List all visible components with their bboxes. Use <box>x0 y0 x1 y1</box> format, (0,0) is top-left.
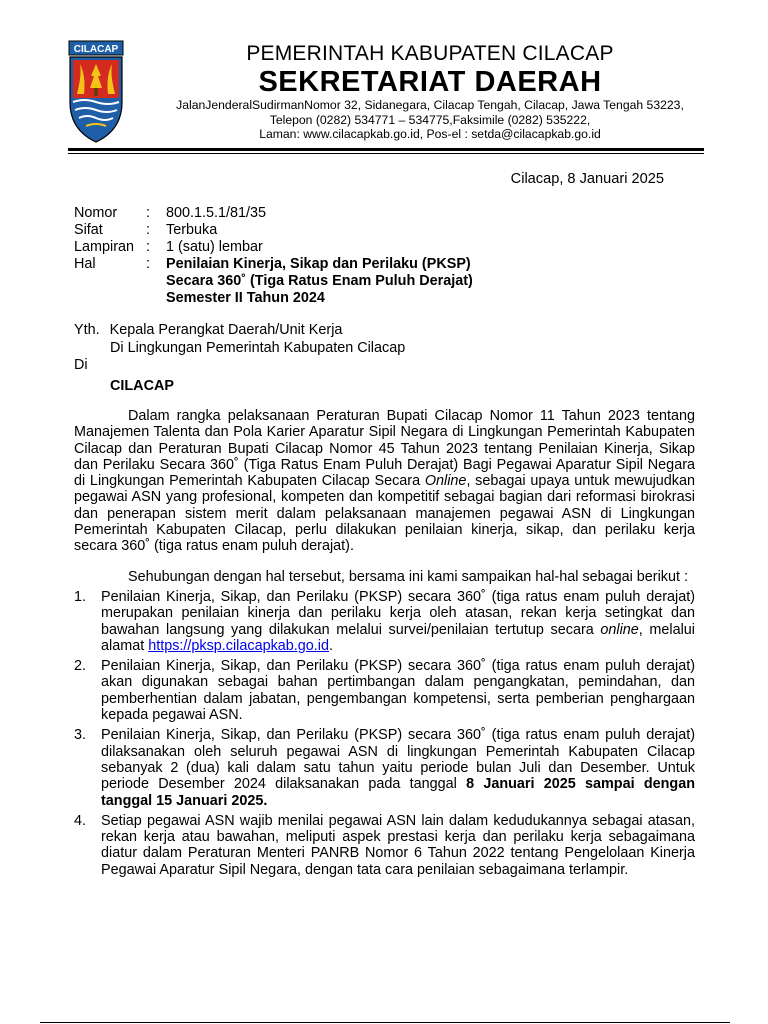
letterhead-rule-thick <box>68 148 704 151</box>
meta-lampiran-value: 1 (satu) lembar <box>166 239 263 255</box>
emblem-label: CILACAP <box>73 44 119 55</box>
meta-sifat-label: Sifat <box>74 222 103 238</box>
meta-colon: : <box>146 239 150 255</box>
list-item <box>74 727 695 808</box>
list-item <box>74 589 695 654</box>
meta-hal-value <box>166 256 646 307</box>
addressee-title: Kepala Perangkat Daerah/Unit Kerja <box>109 322 343 338</box>
letterhead-rule-thin <box>68 153 704 154</box>
meta-hal-line: Semester II Tahun 2024 <box>166 290 325 306</box>
online-emphasis: Online <box>424 473 467 490</box>
addressee-line <box>74 322 405 340</box>
list-item <box>74 658 695 723</box>
paragraph-points-intro: Sehubungan dengan hal tersebut, bersama ini kami sampaikan hal-hal sebagai berikut : <box>128 568 688 585</box>
meta-hal-label: Hal <box>74 256 96 272</box>
meta-nomor <box>74 205 646 222</box>
office-web: Laman: www.cilacapkab.go.id, Pos-el : setda@cilacapkab.go.id <box>259 127 601 141</box>
office-phone: Telepon (0282) 534771 – 534775,Faksimile (0282) 535222, <box>269 112 591 127</box>
paragraph-intro <box>74 408 695 555</box>
addressee-yth: Yth. <box>74 322 100 338</box>
meta-colon: : <box>146 256 150 272</box>
meta-nomor-value: 800.1.5.1/81/35 <box>166 205 267 221</box>
letter-body <box>74 408 695 882</box>
letter-date: Cilacap, 8 Januari 2025 <box>510 171 664 187</box>
list-item-text: Penilaian Kinerja, Sikap, dan Perilaku (PKSP) secara 360˚ (tiga ratus enam puluh derajat) dilaksanakan oleh seluruh pegawai ASN di lingkungan Pemerintah Kabupaten Cilacap sebanyak 2 (dua) kali dalam satu tahun yaitu periode bulan Juli dan Desember. Untuk periode Desember 2024 dilaksanakan pada tanggal <box>101 727 695 793</box>
meta-lampiran-label: Lampiran <box>74 239 134 255</box>
list-item-text: Penilaian Kinerja, Sikap, dan Perilaku (PKSP) secara 360˚ (tiga ratus enam puluh derajat) merupakan penilaian kinerja dan perilaku kerja oleh atasan, rekan kerja setingkat dan bawahan langsung yang dilakukan melalui survei/penilaian tertutup secara <box>101 588 695 638</box>
letterhead <box>150 42 710 142</box>
meta-nomor-label: Nomor <box>74 205 118 221</box>
page-bottom-rule <box>40 1022 730 1023</box>
letter-meta <box>74 205 646 307</box>
meta-colon: : <box>146 205 150 221</box>
paragraph-text: Dalam rangka pelaksanaan Peraturan Bupati Cilacap Nomor 11 Tahun 2023 tentang Manajemen Talenta dan Pola Karier Aparatur Sipil Negara di Lingkungan Pemerintah Kabupaten Cilacap dan Peraturan Bupati Cilacap Nomor 45 Tahun 2023 tentang Penilaian Kinerja, Sikap dan Perilaku Secara 360˚ (Tiga Ratus Enam Puluh Derajat) Bagi Pegawai Aparatur Sipil Negara di Lingkungan Pemerintah Kabupaten Cilacap Secara <box>74 408 695 490</box>
list-item-text: Setiap pegawai ASN wajib menilai pegawai ASN lain dalam kedudukannya sebagai atasan, rekan kerja atau bawahan, meliputi aspek prestasi kerja dan perilaku kerja sebagaimana diatur dalam Peraturan Menteri PANRB Nomor 6 Tahun 2022 tentang Pengelolaan Kinerja Pegawai Aparatur Sipil Negara, dengan tata cara penilaian sebagaimana terlampir. <box>101 812 695 878</box>
addressee <box>74 322 405 395</box>
office-name: SEKRETARIAT DAERAH <box>258 66 602 98</box>
meta-hal-line: Secara 360˚ (Tiga Ratus Enam Puluh Derajat) <box>166 273 473 289</box>
addressee-scope: Di Lingkungan Pemerintah Kabupaten Cilacap <box>110 339 406 356</box>
list-item-number: 2. <box>74 658 87 675</box>
list-item <box>74 813 695 878</box>
office-address: JalanJenderalSudirmanNomor 32, Sidanegara, Cilacap Tengah, Cilacap, Jawa Tengah 53223, <box>176 98 684 112</box>
addressee-city: CILACAP <box>110 377 174 394</box>
list-item-text: Penilaian Kinerja, Sikap, dan Perilaku (PKSP) secara 360˚ (tiga ratus enam puluh derajat) akan digunakan sebagai bahan pertimbangan dalam pengangkatan, pemindahan, dan pemberhentian dalam jabatan, pengembangan kompetensi, serta pemberian penghargaan kepada pegawai ASN. <box>101 658 695 724</box>
meta-hal <box>74 256 646 307</box>
list-item-number: 1. <box>74 588 87 605</box>
list-item-text: , melalui alamat <box>101 621 695 654</box>
paragraph-text: , sebagai upaya untuk mewujudkan pegawai ASN yang profesional, kompeten dan kompetitif sebagai bagian dari reformasi birokrasi dan penerapan sistem merit dalam pelaksanaan manajemen pegawai ASN di Lingkungan Pemerintah Kabupaten Cilacap, perlu dilakukan penilaian kinerja, sikap, dan perilaku kerja secara 360˚ (tiga ratus enam puluh derajat). <box>74 473 695 555</box>
list-item-number: 4. <box>74 812 87 829</box>
meta-sifat <box>74 222 646 239</box>
government-name: PEMERINTAH KABUPATEN CILACAP <box>246 42 614 65</box>
online-emphasis: online <box>600 621 639 638</box>
schedule-emphasis: 8 Januari 2025 sampai dengan tanggal 15 Januari 2025. <box>101 776 696 809</box>
addressee-di: Di <box>74 357 88 373</box>
meta-colon: : <box>146 222 150 238</box>
meta-lampiran <box>74 239 646 256</box>
meta-hal-line: Penilaian Kinerja, Sikap dan Perilaku (PKSP) <box>166 256 471 272</box>
meta-sifat-value: Terbuka <box>166 222 218 238</box>
points-list <box>74 589 695 878</box>
pksp-link[interactable]: https://pksp.cilacapkab.go.id <box>148 637 329 654</box>
list-item-text: . <box>329 637 333 654</box>
list-item-number: 3. <box>74 727 87 744</box>
cilacap-emblem-icon <box>68 40 124 144</box>
